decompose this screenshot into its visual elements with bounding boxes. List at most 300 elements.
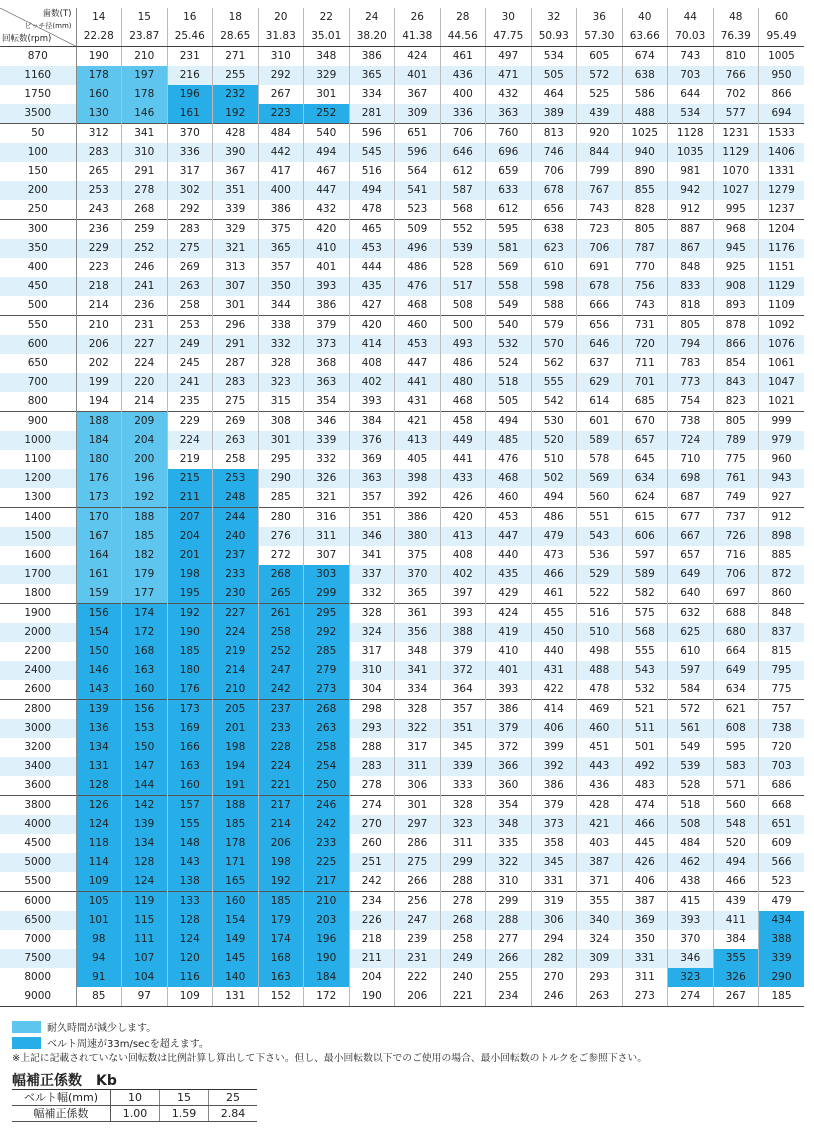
correction-factor-value: 1.00 xyxy=(111,1106,160,1122)
torque-value: 234 xyxy=(349,892,395,912)
torque-value: 478 xyxy=(577,680,623,700)
torque-value: 299 xyxy=(304,584,350,604)
torque-value: 833 xyxy=(668,277,714,296)
torque-value: 345 xyxy=(440,738,486,757)
torque-value: 453 xyxy=(486,508,532,528)
torque-value: 354 xyxy=(304,392,350,412)
torque-value: 107 xyxy=(122,949,168,968)
torque-value: 743 xyxy=(668,47,714,67)
torque-value: 344 xyxy=(258,296,304,316)
pitch-diameter-header: 28.65 xyxy=(213,27,259,47)
torque-value: 458 xyxy=(440,412,486,432)
torque-value: 697 xyxy=(713,584,759,604)
rpm-row xyxy=(0,354,804,373)
torque-value: 508 xyxy=(668,815,714,834)
rpm-value: 6500 xyxy=(0,911,76,930)
rpm-row xyxy=(0,661,804,680)
rpm-row xyxy=(0,796,804,816)
torque-value: 321 xyxy=(213,239,259,258)
torque-value: 511 xyxy=(622,719,668,738)
rpm-value: 870 xyxy=(0,47,76,67)
torque-value: 828 xyxy=(622,200,668,220)
torque-value: 578 xyxy=(577,450,623,469)
torque-value: 606 xyxy=(622,527,668,546)
teeth-count-header: 40 xyxy=(622,8,668,27)
torque-value: 756 xyxy=(622,277,668,296)
torque-value: 569 xyxy=(577,469,623,488)
torque-value: 408 xyxy=(440,546,486,565)
torque-value: 460 xyxy=(577,719,623,738)
torque-value: 486 xyxy=(395,258,441,277)
torque-value: 426 xyxy=(622,853,668,872)
belt-width-value: 10 xyxy=(111,1090,160,1106)
torque-value: 589 xyxy=(622,565,668,584)
torque-value: 408 xyxy=(349,354,395,373)
torque-value: 575 xyxy=(622,604,668,624)
torque-value: 204 xyxy=(167,527,213,546)
torque-value: 279 xyxy=(304,661,350,680)
torque-value: 255 xyxy=(213,66,259,85)
torque-value: 549 xyxy=(668,738,714,757)
torque-value: 309 xyxy=(577,949,623,968)
torque-value: 275 xyxy=(395,853,441,872)
torque-value: 317 xyxy=(349,642,395,661)
torque-value: 484 xyxy=(668,834,714,853)
torque-value: 794 xyxy=(668,335,714,354)
torque-value: 163 xyxy=(167,757,213,776)
torque-value: 373 xyxy=(531,815,577,834)
torque-value: 1047 xyxy=(759,373,805,392)
rpm-value: 500 xyxy=(0,296,76,316)
torque-value: 698 xyxy=(668,469,714,488)
torque-value: 190 xyxy=(304,949,350,968)
torque-value: 185 xyxy=(258,892,304,912)
rpm-value: 1700 xyxy=(0,565,76,584)
torque-value: 278 xyxy=(122,181,168,200)
torque-value: 150 xyxy=(122,738,168,757)
rpm-value: 1600 xyxy=(0,546,76,565)
torque-value: 311 xyxy=(395,757,441,776)
torque-value: 595 xyxy=(486,220,532,240)
torque-value: 234 xyxy=(486,987,532,1007)
torque-value: 119 xyxy=(122,892,168,912)
torque-value: 311 xyxy=(622,968,668,987)
torque-value: 131 xyxy=(76,757,122,776)
rpm-value: 1500 xyxy=(0,527,76,546)
rpm-value: 250 xyxy=(0,200,76,220)
torque-value: 945 xyxy=(713,239,759,258)
torque-value: 323 xyxy=(668,968,714,987)
torque-value: 818 xyxy=(668,296,714,316)
torque-value: 206 xyxy=(395,987,441,1007)
rpm-value: 2600 xyxy=(0,680,76,700)
torque-value: 1533 xyxy=(759,124,805,144)
torque-value: 296 xyxy=(213,316,259,336)
torque-value: 410 xyxy=(486,642,532,661)
torque-value: 270 xyxy=(349,815,395,834)
teeth-label: 歯数(T) xyxy=(42,9,72,19)
torque-value: 968 xyxy=(713,220,759,240)
torque-value: 539 xyxy=(440,239,486,258)
torque-value: 596 xyxy=(349,124,395,144)
torque-value: 191 xyxy=(213,776,259,796)
torque-value: 789 xyxy=(713,431,759,450)
torque-value: 453 xyxy=(395,335,441,354)
torque-value: 624 xyxy=(622,488,668,508)
torque-value: 169 xyxy=(167,719,213,738)
torque-value: 738 xyxy=(668,412,714,432)
torque-value: 754 xyxy=(668,392,714,412)
torque-value: 386 xyxy=(349,47,395,67)
torque-value: 323 xyxy=(258,373,304,392)
rpm-row xyxy=(0,546,804,565)
torque-value: 273 xyxy=(622,987,668,1007)
rpm-row xyxy=(0,719,804,738)
torque-value: 143 xyxy=(76,680,122,700)
torque-value: 111 xyxy=(122,930,168,949)
torque-value: 299 xyxy=(486,892,532,912)
torque-value: 469 xyxy=(577,700,623,720)
pitch-diameter-header: 38.20 xyxy=(349,27,395,47)
torque-value: 261 xyxy=(258,604,304,624)
torque-value: 441 xyxy=(440,450,486,469)
torque-value: 468 xyxy=(440,392,486,412)
torque-value: 569 xyxy=(486,258,532,277)
torque-value: 203 xyxy=(304,911,350,930)
torque-value: 229 xyxy=(76,239,122,258)
torque-value: 387 xyxy=(577,853,623,872)
torque-value: 703 xyxy=(759,757,805,776)
torque-value: 766 xyxy=(713,66,759,85)
torque-value: 226 xyxy=(349,911,395,930)
torque-value: 371 xyxy=(577,872,623,892)
torque-value: 324 xyxy=(577,930,623,949)
torque-value: 716 xyxy=(713,546,759,565)
torque-value: 147 xyxy=(122,757,168,776)
torque-value: 664 xyxy=(713,642,759,661)
torque-value: 275 xyxy=(213,392,259,412)
torque-value: 694 xyxy=(759,104,805,124)
torque-value: 369 xyxy=(349,450,395,469)
torque-value: 925 xyxy=(713,258,759,277)
torque-value: 637 xyxy=(577,354,623,373)
torque-value: 143 xyxy=(167,853,213,872)
torque-value: 516 xyxy=(577,604,623,624)
torque-value: 224 xyxy=(122,354,168,373)
torque-value: 335 xyxy=(486,834,532,853)
torque-value: 350 xyxy=(622,930,668,949)
torque-value: 283 xyxy=(213,373,259,392)
torque-value: 221 xyxy=(258,776,304,796)
torque-value: 219 xyxy=(213,642,259,661)
torque-value: 415 xyxy=(668,892,714,912)
torque-value: 149 xyxy=(213,930,259,949)
torque-value: 295 xyxy=(304,604,350,624)
torque-value: 810 xyxy=(713,47,759,67)
torque-value: 429 xyxy=(486,584,532,604)
torque-value: 497 xyxy=(486,47,532,67)
torque-value: 198 xyxy=(167,565,213,584)
rpm-value: 3200 xyxy=(0,738,76,757)
torque-value: 501 xyxy=(622,738,668,757)
torque-value: 461 xyxy=(440,47,486,67)
torque-value: 860 xyxy=(759,584,805,604)
torque-value: 179 xyxy=(258,911,304,930)
torque-value: 711 xyxy=(622,354,668,373)
torque-value: 1035 xyxy=(668,143,714,162)
torque-value: 561 xyxy=(668,719,714,738)
torque-value: 337 xyxy=(349,565,395,584)
torque-value: 154 xyxy=(213,911,259,930)
rpm-value: 150 xyxy=(0,162,76,181)
torque-value: 597 xyxy=(668,661,714,680)
torque-value: 927 xyxy=(759,488,805,508)
torque-value: 498 xyxy=(577,642,623,661)
torque-value: 190 xyxy=(167,623,213,642)
torque-value: 210 xyxy=(76,316,122,336)
torque-value: 548 xyxy=(713,815,759,834)
rpm-value: 1800 xyxy=(0,584,76,604)
torque-value: 646 xyxy=(577,335,623,354)
rpm-row xyxy=(0,776,804,796)
torque-value: 560 xyxy=(713,796,759,816)
torque-value: 272 xyxy=(258,546,304,565)
torque-value: 142 xyxy=(122,796,168,816)
torque-value: 356 xyxy=(395,623,441,642)
rpm-row xyxy=(0,623,804,642)
torque-value: 363 xyxy=(304,373,350,392)
torque-value: 194 xyxy=(213,757,259,776)
torque-value: 131 xyxy=(213,987,259,1007)
torque-value: 393 xyxy=(304,277,350,296)
torque-value: 494 xyxy=(304,143,350,162)
pitch-diameter-header: 57.30 xyxy=(577,27,623,47)
torque-value: 301 xyxy=(213,296,259,316)
rpm-row xyxy=(0,200,804,220)
torque-value: 215 xyxy=(167,469,213,488)
torque-value: 524 xyxy=(486,354,532,373)
torque-value: 252 xyxy=(122,239,168,258)
torque-value: 1279 xyxy=(759,181,805,200)
torque-value: 252 xyxy=(304,104,350,124)
torque-value: 233 xyxy=(304,834,350,853)
torque-value: 597 xyxy=(622,546,668,565)
torque-value: 570 xyxy=(531,335,577,354)
torque-value: 388 xyxy=(440,623,486,642)
calculation-note: ※上記に記載されていない回転数は比例計算し算出して下さい。但し、最小回転数以下でのご使用の場合、最小回転数のトルクをご参照下さい。 xyxy=(12,1053,648,1064)
torque-value: 706 xyxy=(531,162,577,181)
torque-value: 339 xyxy=(213,200,259,220)
rpm-row xyxy=(0,143,804,162)
torque-value: 185 xyxy=(213,815,259,834)
torque-value: 411 xyxy=(713,911,759,930)
torque-value: 163 xyxy=(122,661,168,680)
rpm-value: 900 xyxy=(0,412,76,432)
torque-value: 281 xyxy=(349,104,395,124)
torque-value: 128 xyxy=(167,911,213,930)
width-correction-title: 幅補正係数 Kb xyxy=(12,1073,117,1089)
torque-value: 520 xyxy=(531,431,577,450)
torque-value: 357 xyxy=(349,488,395,508)
torque-value: 98 xyxy=(76,930,122,949)
torque-value: 210 xyxy=(304,892,350,912)
rpm-row xyxy=(0,565,804,584)
torque-value: 898 xyxy=(759,527,805,546)
torque-value: 551 xyxy=(577,508,623,528)
torque-value: 177 xyxy=(122,584,168,604)
torque-value: 438 xyxy=(668,872,714,892)
torque-value: 179 xyxy=(122,565,168,584)
torque-value: 805 xyxy=(668,316,714,336)
torque-value: 310 xyxy=(122,143,168,162)
torque-value: 893 xyxy=(713,296,759,316)
torque-value: 1061 xyxy=(759,354,805,373)
torque-value: 582 xyxy=(622,584,668,604)
torque-value: 229 xyxy=(167,412,213,432)
torque-value: 410 xyxy=(304,239,350,258)
torque-value: 178 xyxy=(122,85,168,104)
torque-value: 283 xyxy=(167,220,213,240)
header-pitch-row xyxy=(0,27,804,47)
rpm-row xyxy=(0,162,804,181)
torque-value: 332 xyxy=(258,335,304,354)
torque-value: 154 xyxy=(76,623,122,642)
rpm-value: 5000 xyxy=(0,853,76,872)
torque-value: 493 xyxy=(440,335,486,354)
torque-value: 176 xyxy=(167,680,213,700)
torque-value: 703 xyxy=(668,66,714,85)
torque-value: 365 xyxy=(349,66,395,85)
torque-value: 196 xyxy=(167,85,213,104)
torque-value: 562 xyxy=(531,354,577,373)
teeth-count-header: 48 xyxy=(713,8,759,27)
torque-value: 484 xyxy=(258,124,304,144)
torque-value: 195 xyxy=(167,584,213,604)
torque-value: 1128 xyxy=(668,124,714,144)
torque-value: 188 xyxy=(122,508,168,528)
torque-value: 244 xyxy=(213,508,259,528)
torque-value: 319 xyxy=(531,892,577,912)
torque-value: 369 xyxy=(622,911,668,930)
torque-value: 464 xyxy=(531,85,577,104)
torque-value: 198 xyxy=(213,738,259,757)
rpm-value: 200 xyxy=(0,181,76,200)
torque-value: 571 xyxy=(713,776,759,796)
pitch-label: ピッチ径(mm) xyxy=(24,22,72,30)
torque-value: 518 xyxy=(486,373,532,392)
torque-value: 656 xyxy=(577,316,623,336)
torque-value: 555 xyxy=(622,642,668,661)
pitch-diameter-header: 47.75 xyxy=(486,27,532,47)
torque-value: 288 xyxy=(440,872,486,892)
torque-value: 316 xyxy=(304,508,350,528)
torque-value: 486 xyxy=(531,508,577,528)
torque-value: 283 xyxy=(76,143,122,162)
torque-value: 363 xyxy=(349,469,395,488)
torque-value: 294 xyxy=(531,930,577,949)
pitch-diameter-header: 70.03 xyxy=(668,27,714,47)
torque-value: 680 xyxy=(713,623,759,642)
torque-value: 473 xyxy=(531,546,577,565)
torque-value: 872 xyxy=(759,565,805,584)
torque-value: 156 xyxy=(76,604,122,624)
torque-value: 258 xyxy=(258,623,304,642)
pitch-diameter-header: 50.93 xyxy=(531,27,577,47)
torque-value: 277 xyxy=(486,930,532,949)
torque-value: 265 xyxy=(76,162,122,181)
torque-value: 783 xyxy=(668,354,714,373)
torque-value: 749 xyxy=(713,488,759,508)
legend-swatch-dark xyxy=(12,1037,41,1049)
torque-value: 298 xyxy=(349,700,395,720)
torque-value: 773 xyxy=(668,373,714,392)
torque-value: 579 xyxy=(531,316,577,336)
torque-value: 358 xyxy=(531,834,577,853)
torque-value: 1204 xyxy=(759,220,805,240)
torque-value: 345 xyxy=(531,853,577,872)
torque-value: 723 xyxy=(577,220,623,240)
torque-value: 283 xyxy=(349,757,395,776)
torque-value: 259 xyxy=(122,220,168,240)
torque-value: 364 xyxy=(440,680,486,700)
torque-value: 118 xyxy=(76,834,122,853)
torque-value: 306 xyxy=(531,911,577,930)
torque-value: 339 xyxy=(759,949,805,968)
rpm-value: 700 xyxy=(0,373,76,392)
torque-value: 285 xyxy=(258,488,304,508)
torque-value: 392 xyxy=(531,757,577,776)
torque-value: 288 xyxy=(486,911,532,930)
torque-value: 401 xyxy=(304,258,350,277)
torque-value: 258 xyxy=(167,296,213,316)
rpm-value: 4000 xyxy=(0,815,76,834)
torque-value: 488 xyxy=(577,661,623,680)
rpm-row xyxy=(0,757,804,776)
torque-value: 286 xyxy=(395,834,441,853)
torque-value: 223 xyxy=(258,104,304,124)
torque-value: 334 xyxy=(395,680,441,700)
rpm-row xyxy=(0,527,804,546)
rpm-row xyxy=(0,604,804,624)
torque-value: 1076 xyxy=(759,335,805,354)
torque-value: 250 xyxy=(304,776,350,796)
torque-value: 447 xyxy=(395,354,441,373)
torque-value: 659 xyxy=(486,162,532,181)
torque-value: 710 xyxy=(668,450,714,469)
rpm-value: 1300 xyxy=(0,488,76,508)
rpm-row xyxy=(0,316,804,336)
torque-value: 240 xyxy=(213,527,259,546)
teeth-count-header: 16 xyxy=(167,8,213,27)
torque-value: 432 xyxy=(486,85,532,104)
torque-value: 355 xyxy=(713,949,759,968)
rpm-row xyxy=(0,277,804,296)
torque-value: 866 xyxy=(759,85,805,104)
torque-value: 301 xyxy=(395,796,441,816)
torque-value: 310 xyxy=(486,872,532,892)
torque-value: 795 xyxy=(759,661,805,680)
torque-value: 1092 xyxy=(759,316,805,336)
rpm-row xyxy=(0,469,804,488)
torque-value: 311 xyxy=(304,527,350,546)
torque-value: 258 xyxy=(304,738,350,757)
torque-value: 686 xyxy=(759,776,805,796)
torque-value: 153 xyxy=(122,719,168,738)
torque-value: 329 xyxy=(213,220,259,240)
rpm-row xyxy=(0,680,804,700)
torque-value: 674 xyxy=(622,47,668,67)
torque-value: 160 xyxy=(167,776,213,796)
